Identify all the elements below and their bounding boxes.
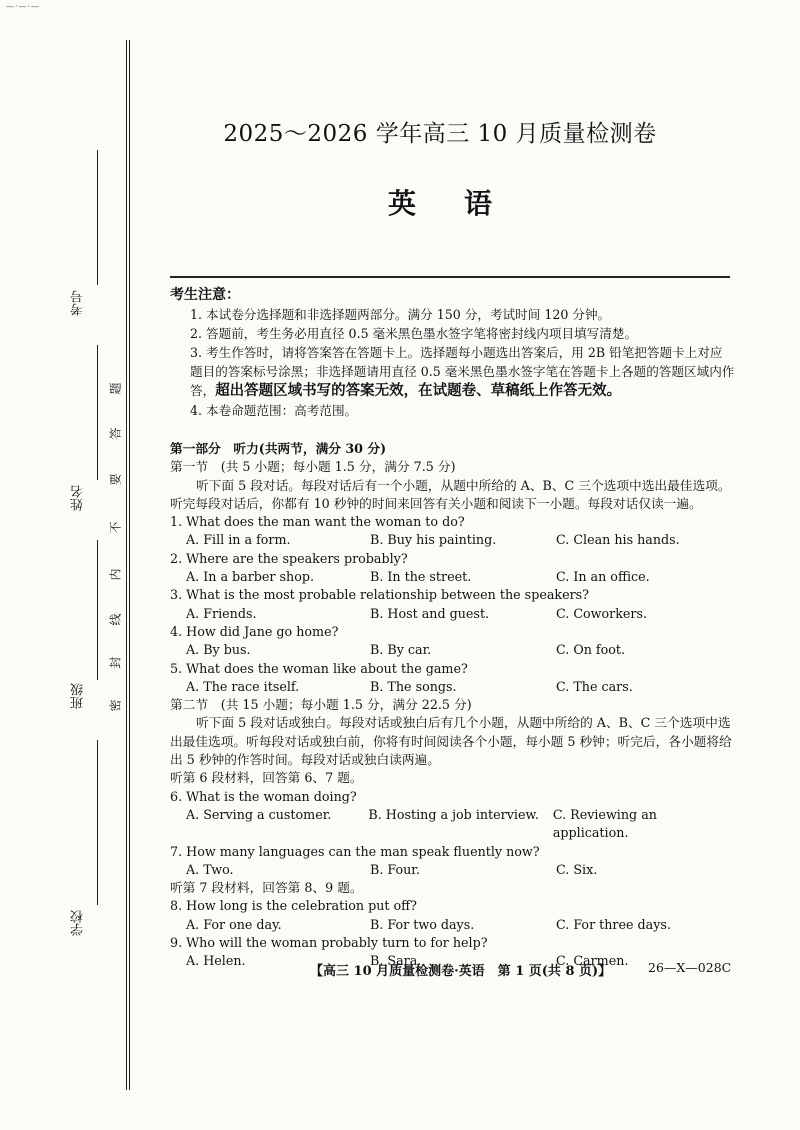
section1-heading: 第一节 (共 5 小题；每小题 1.5 分，满分 7.5 分) xyxy=(170,459,456,475)
option-c[interactable]: C. Six. xyxy=(556,861,598,877)
seal-char: 密 xyxy=(108,699,123,712)
seal-char: 线 xyxy=(108,613,123,626)
option-b[interactable]: B. Hosting a job interview. xyxy=(368,806,539,822)
notice-item-3-emphasis: 超出答题区域书写的答案无效，在试题卷、草稿纸上作答无效。 xyxy=(215,383,622,399)
question-stem: 9. Who will the woman probably turn to for help? xyxy=(170,935,488,951)
notice-list xyxy=(190,305,735,420)
option-c[interactable]: C. Coworkers. xyxy=(556,605,648,621)
class-field xyxy=(72,683,94,709)
option-a[interactable]: A. The race itself. xyxy=(186,678,300,694)
notice-item-3 xyxy=(190,343,735,401)
section2-heading: 第二节 (共 15 小题；每小题 1.5 分，满分 22.5 分) xyxy=(170,697,472,713)
seal-char: 题 xyxy=(108,382,123,395)
subject-title: 英语 xyxy=(387,187,540,220)
paper-code: 26—X—028C xyxy=(648,960,732,975)
seal-char: 答 xyxy=(108,427,123,440)
option-b[interactable]: B. Host and guest. xyxy=(370,605,490,621)
notice-item-4: 4. 本卷命题范围：高考范围。 xyxy=(190,403,358,418)
notice-item-2: 2. 答题前，考生务必用直径 0.5 毫米黑色墨水签字笔将密封线内项目填写清楚。 xyxy=(190,326,638,341)
option-c[interactable]: C. On foot. xyxy=(556,642,626,658)
listening-part xyxy=(170,440,735,971)
school-blank[interactable] xyxy=(97,740,98,905)
option-b[interactable]: B. Buy his painting. xyxy=(370,532,497,548)
option-b[interactable]: B. Sara. xyxy=(370,953,422,969)
question-options xyxy=(170,916,735,934)
exam-number-label: 考号 xyxy=(71,290,86,316)
option-a[interactable]: A. Fill in a form. xyxy=(186,532,291,548)
option-b[interactable]: B. The songs. xyxy=(370,678,457,694)
question-stem: 6. What is the woman doing? xyxy=(170,788,357,804)
page-title: 2025～2026 学年高三 10 月质量检测卷 xyxy=(223,121,657,147)
question-options xyxy=(170,641,735,659)
material-7-note: 听第 7 段材料，回答第 8、9 题。 xyxy=(170,880,363,896)
option-a[interactable]: A. Two. xyxy=(186,861,234,877)
option-a[interactable]: A. Friends. xyxy=(186,605,257,621)
question-stem: 8. How long is the celebration put off? xyxy=(170,898,417,914)
notice-item-3-text: 3. 考生作答时，请将答案答在答题卡上。选择题每小题选出答案后，用 2B 铅笔把答题卡上对应题目的答案标号涂黑；非选择题请用直径 0.5 毫米黑色墨水签字笔在答题卡上各题的答题区域内作答， xyxy=(190,345,735,398)
option-c[interactable]: C. In an office. xyxy=(556,569,650,585)
seal-char: 封 xyxy=(108,656,123,669)
section2-instructions: 听下面 5 段对话或独白。每段对话或独白后有几个小题，从题中所给的 A、B、C 三个选项中选出最佳选项。听每段对话或独白前，你将有时间阅读各个小题，每小题 5 秒钟；听完后，各小题将给出 5 秒钟的作答时间。每段对话或独白读两遍。 xyxy=(170,715,732,768)
option-a[interactable]: A. In a barber shop. xyxy=(186,569,314,585)
seal-char: 内 xyxy=(108,568,123,581)
option-b[interactable]: B. By car. xyxy=(370,642,432,658)
question-options xyxy=(170,568,735,586)
class-label: 班级 xyxy=(71,683,86,709)
page-footer: 【高三 10 月质量检测卷·英语 第 1 页(共 8 页)】 xyxy=(310,964,612,979)
part-heading: 第一部分 听力(共两节，满分 30 分) xyxy=(170,441,387,456)
option-b[interactable]: B. For two days. xyxy=(370,916,475,932)
exam-number-field xyxy=(72,290,94,316)
name-blank[interactable] xyxy=(97,345,98,480)
question-stem: 7. How many languages can the man speak fluently now? xyxy=(170,843,540,859)
question-stem: 1. What does the man want the woman to do? xyxy=(170,514,465,530)
material-6-note: 听第 6 段材料，回答第 6、7 题。 xyxy=(170,770,363,786)
option-a[interactable]: A. For one day. xyxy=(186,916,282,932)
option-b[interactable]: B. In the street. xyxy=(370,569,472,585)
header-rule xyxy=(170,276,730,278)
question-options xyxy=(170,806,735,843)
option-a[interactable]: A. Helen. xyxy=(186,953,246,969)
question-options xyxy=(170,605,735,623)
school-label: 学校 xyxy=(71,910,86,936)
school-field xyxy=(72,910,94,936)
option-c[interactable]: C. Clean his hands. xyxy=(556,532,680,548)
question-options xyxy=(170,861,735,879)
option-c[interactable]: C. The cars. xyxy=(556,678,633,694)
class-blank[interactable] xyxy=(97,540,98,680)
option-b[interactable]: B. Four. xyxy=(370,861,421,877)
option-a[interactable]: A. Serving a customer. xyxy=(186,806,332,822)
binding-line-outer xyxy=(126,40,127,1090)
option-c[interactable]: C. Reviewing an application. xyxy=(552,806,657,841)
seal-char: 不 xyxy=(108,521,123,534)
option-c[interactable]: C. Carmen. xyxy=(556,953,629,969)
option-c[interactable]: C. For three days. xyxy=(556,916,671,932)
section1-instructions: 听下面 5 段对话。每段对话后有一个小题，从题中所给的 A、B、C 三个选项中选出最佳选项。听完每段对话后，你都有 10 秒钟的时间来回答有关小题和阅读下一小题。每段对话仅读一遍。 xyxy=(170,477,731,511)
top-mark: —·—·— xyxy=(6,2,41,11)
question-stem: 5. What does the woman like about the game? xyxy=(170,660,468,676)
option-a[interactable]: A. By bus. xyxy=(186,642,251,658)
question-stem: 2. Where are the speakers probably? xyxy=(170,550,408,566)
seal-char: 要 xyxy=(108,473,123,486)
notice-title: 考生注意： xyxy=(170,287,240,303)
notice-item-1: 1. 本试卷分选择题和非选择题两部分。满分 150 分，考试时间 120 分钟。 xyxy=(190,307,611,322)
name-label: 姓名 xyxy=(71,485,86,511)
exam-number-blank[interactable] xyxy=(97,150,98,285)
name-field xyxy=(72,485,94,511)
question-stem: 3. What is the most probable relationship between the speakers? xyxy=(170,587,589,603)
question-options xyxy=(170,678,735,696)
question-stem: 4. How did Jane go home? xyxy=(170,623,339,639)
question-options xyxy=(170,531,735,549)
